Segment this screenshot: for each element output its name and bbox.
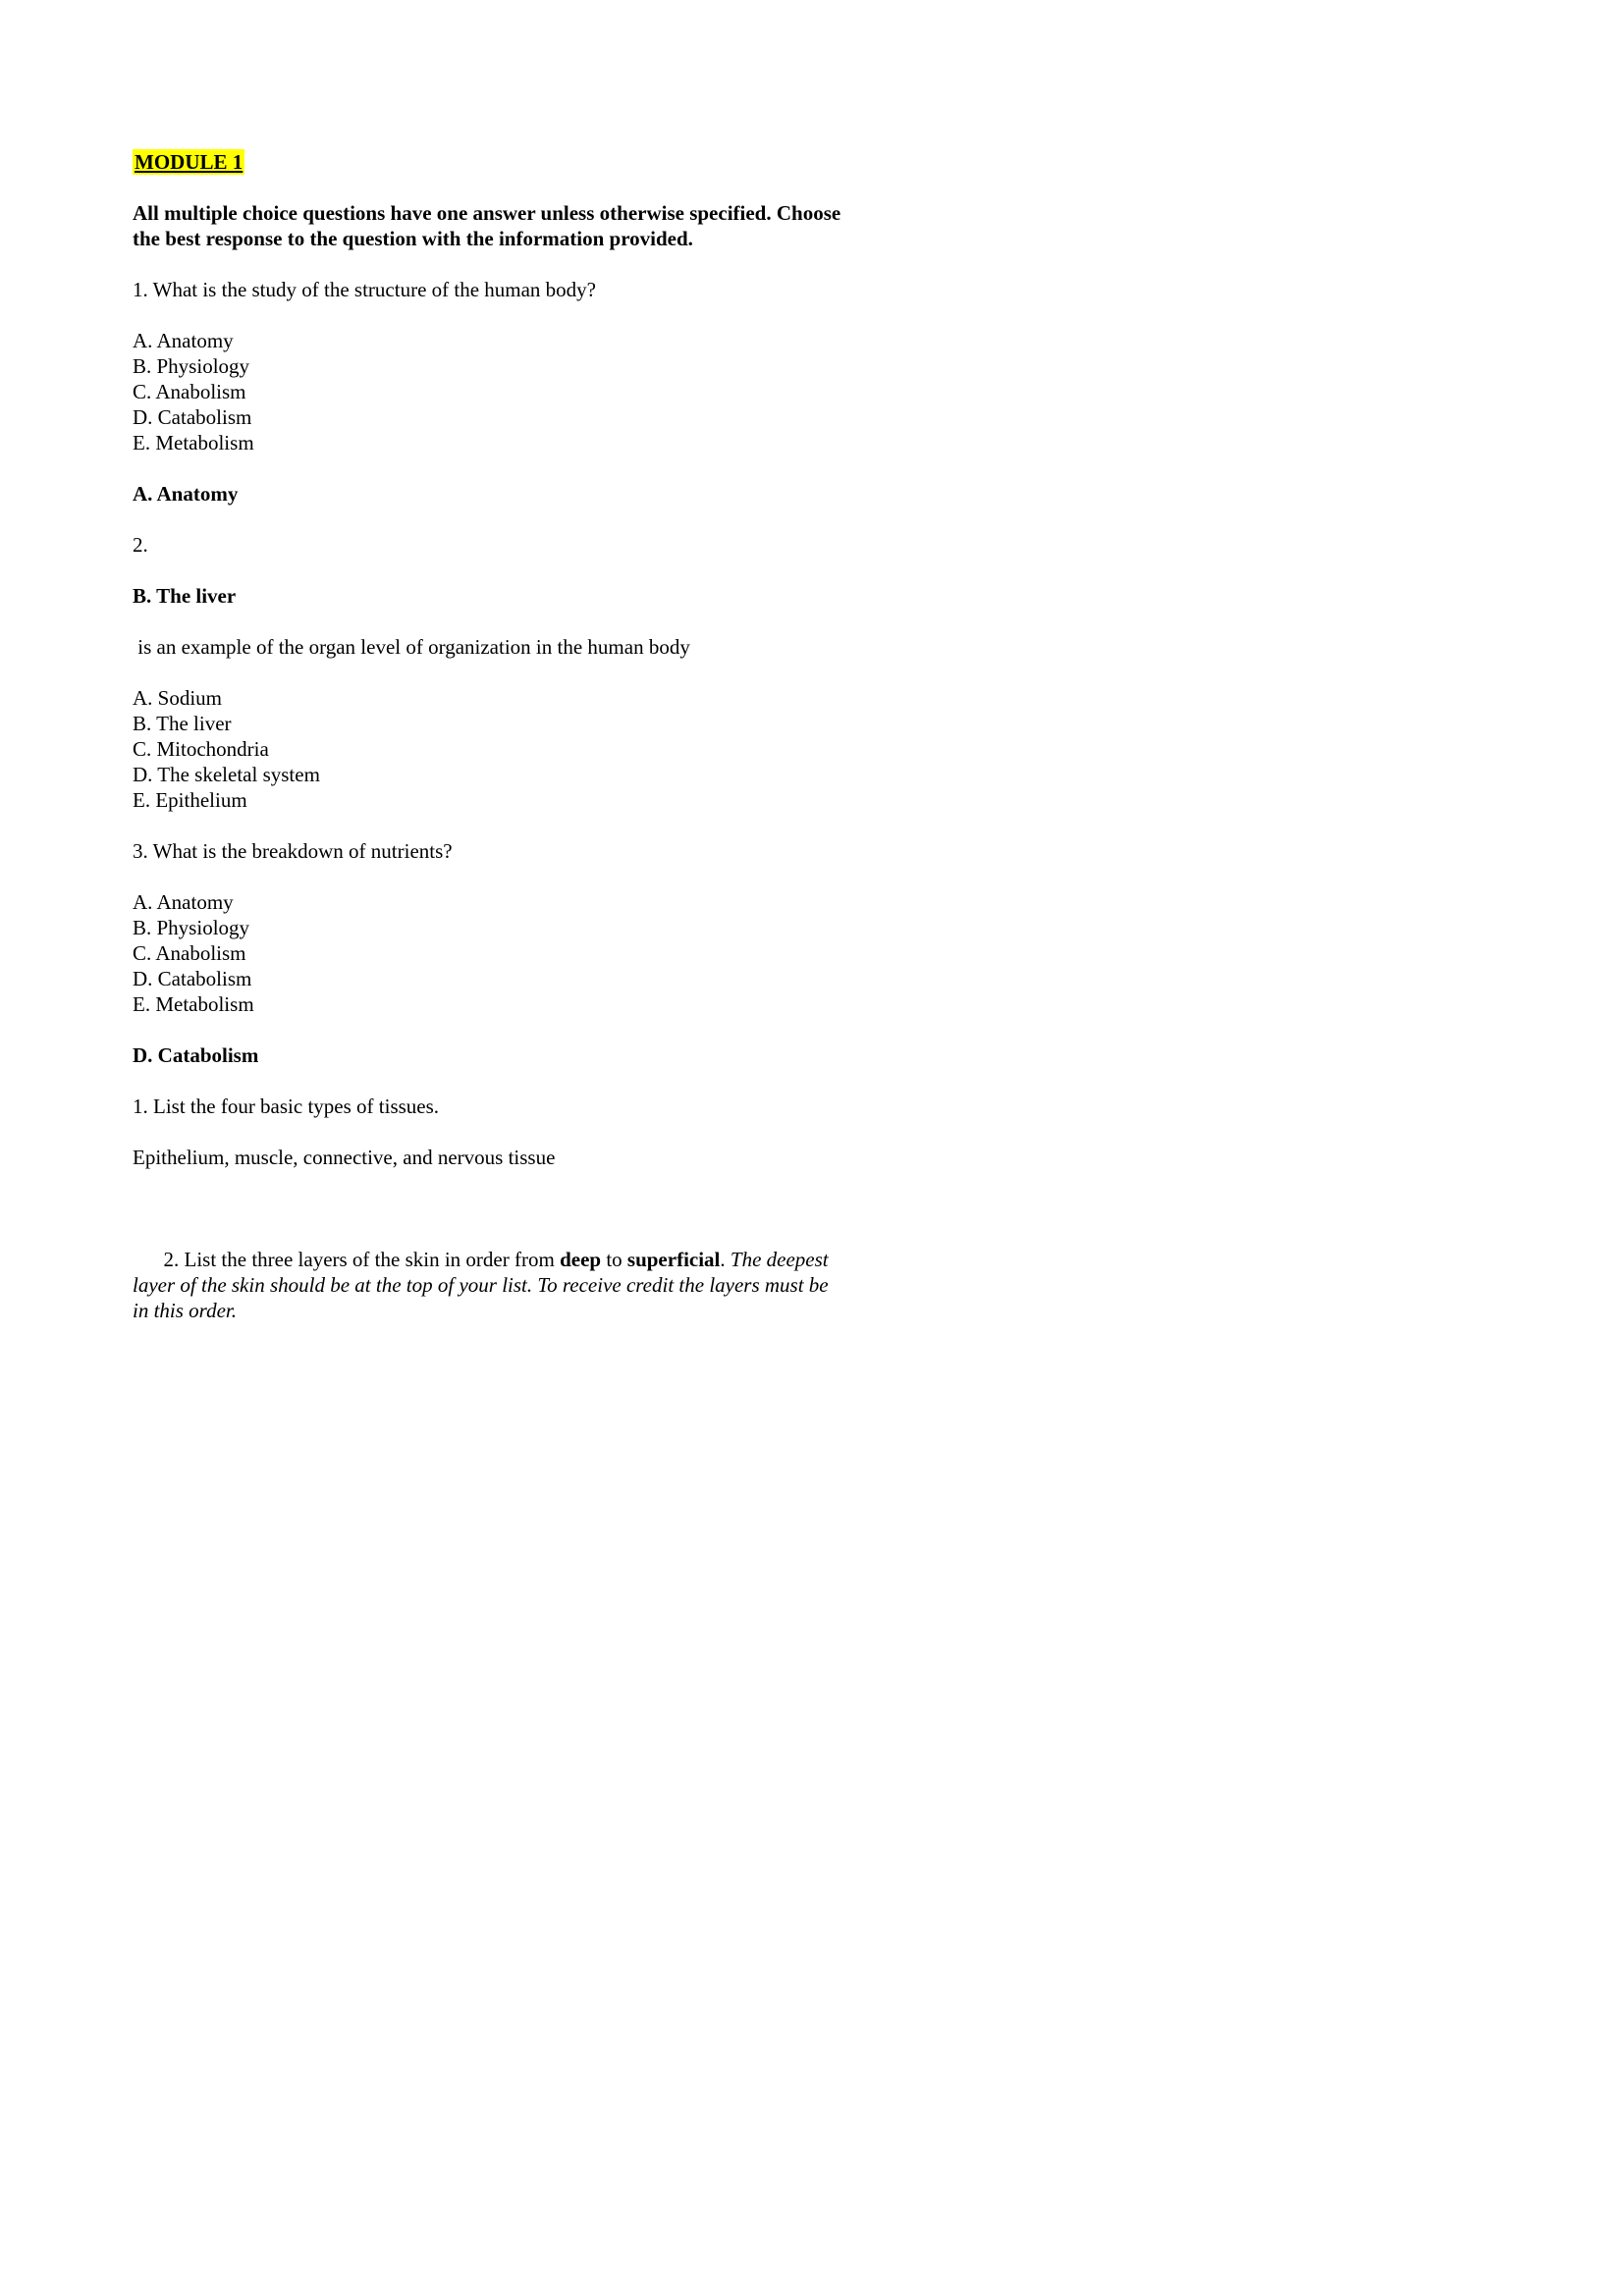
question-2-options: [133, 685, 849, 813]
question-2-option-a: A. Sodium: [133, 686, 223, 710]
question-1-option-d: D. Catabolism: [133, 405, 252, 429]
question-1-text: 1. What is the study of the structure of the human body?: [133, 278, 597, 301]
module-title: MODULE 1: [135, 150, 244, 174]
question-3-option-d: D. Catabolism: [133, 967, 252, 990]
short-answer-2-seg5: .: [720, 1248, 731, 1271]
question-3-option-c: C. Anabolism: [133, 941, 246, 965]
question-2-text: is an example of the organ level of organization in the human body: [133, 635, 690, 659]
question-1-option-e: E. Metabolism: [133, 431, 254, 454]
instructions-text: All multiple choice questions have one answer unless otherwise specified. Choose the best response to the question with the information provided.: [133, 201, 841, 250]
question-2-answer-inline: B. The liver: [133, 584, 237, 608]
document-content: [0, 0, 982, 1349]
short-answer-2-seg2: deep: [560, 1248, 602, 1271]
question-3-option-a: A. Anatomy: [133, 890, 234, 914]
short-answer-2-seg6: The deepest layer of the skin should be at the top of your list. To receive credit the layers must be in this order.: [133, 1248, 834, 1322]
question-2-option-b: B. The liver: [133, 712, 232, 735]
short-answer-2-seg4: superficial: [626, 1248, 721, 1271]
short-answer-2-seg1: 2. List the three layers of the skin in order from: [163, 1248, 561, 1271]
question-1-options: [133, 328, 849, 455]
question-3-answer: D. Catabolism: [133, 1043, 259, 1067]
question-2-option-c: C. Mitochondria: [133, 737, 269, 761]
short-answer-2-question: [133, 1221, 849, 1349]
question-3-option-b: B. Physiology: [133, 916, 250, 939]
question-1-option-b: B. Physiology: [133, 354, 250, 378]
question-3-text: 3. What is the breakdown of nutrients?: [133, 839, 453, 863]
question-1-option-a: A. Anatomy: [133, 329, 234, 352]
short-answer-1-answer: Epithelium, muscle, connective, and nervous tissue: [133, 1146, 556, 1169]
question-2-option-d: D. The skeletal system: [133, 763, 320, 786]
module-title-row: [133, 149, 849, 175]
question-2-number: 2.: [133, 533, 148, 557]
short-answer-2-seg3: to: [601, 1248, 627, 1271]
question-3-option-e: E. Metabolism: [133, 992, 254, 1016]
short-answer-1-question: 1. List the four basic types of tissues.: [133, 1095, 440, 1118]
question-2-option-e: E. Epithelium: [133, 788, 247, 812]
question-1-option-c: C. Anabolism: [133, 380, 246, 403]
question-3-options: [133, 889, 849, 1017]
question-1-answer: A. Anatomy: [133, 482, 239, 506]
